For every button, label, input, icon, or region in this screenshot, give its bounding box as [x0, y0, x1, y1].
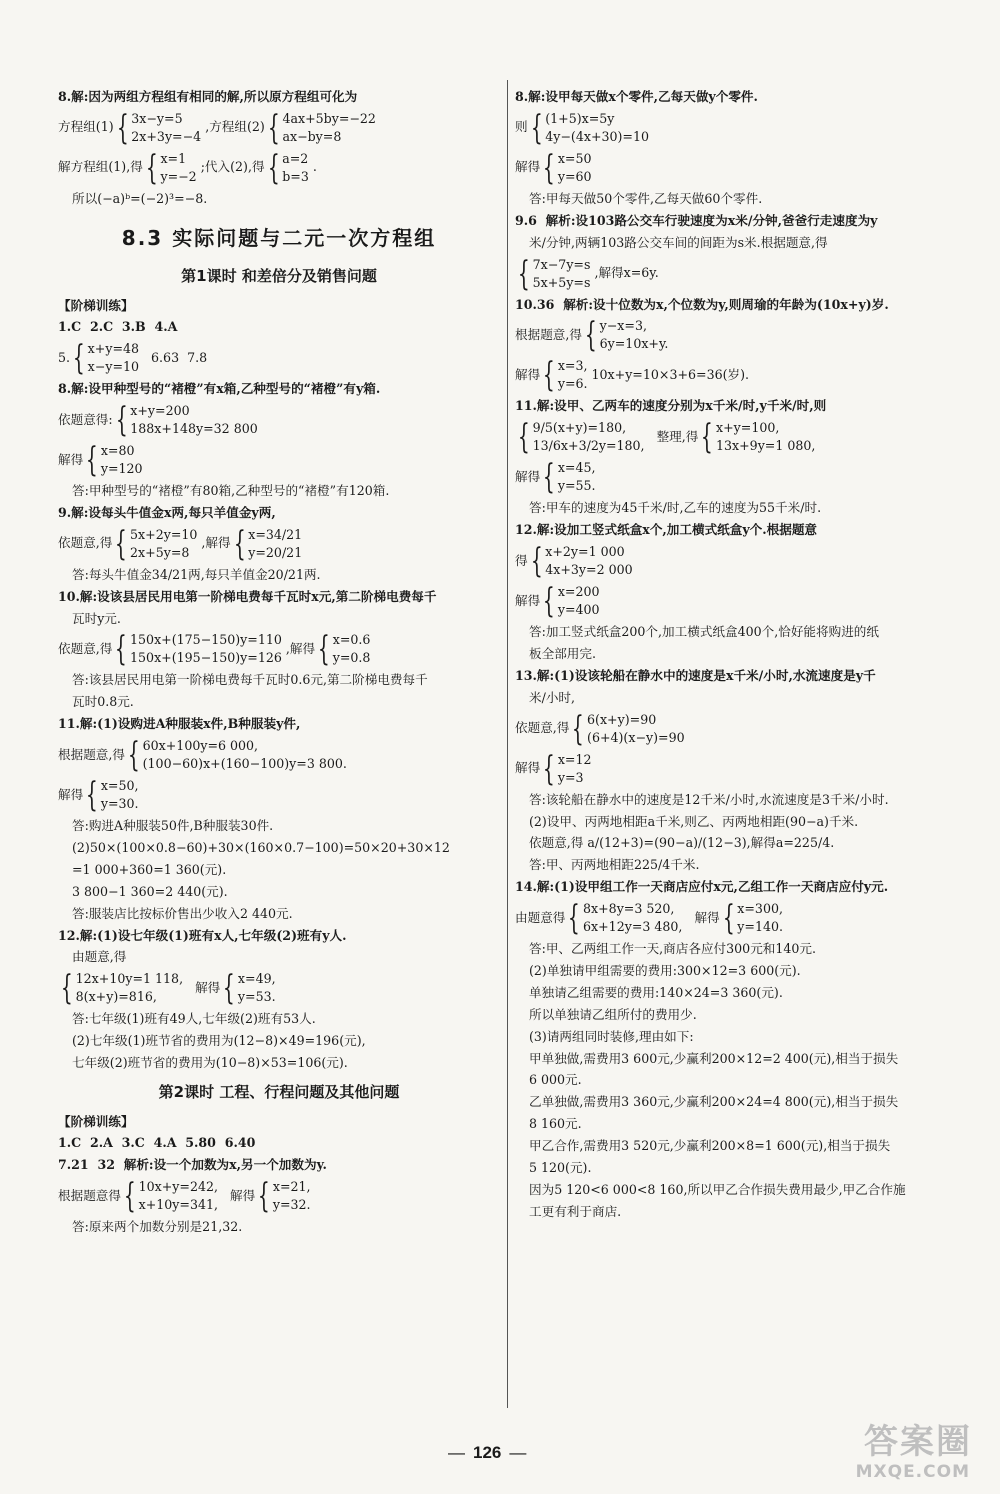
q8-answer: 答:甲每天做50个零件,乙每天做60个零件.: [529, 190, 763, 206]
equation-system: { 9/5(x+y)=180, 13/6x+3/2y=180, 整理,得 { x+y=100, 13x+9y=1 080,: [517, 417, 816, 458]
brace-icon: {: [568, 898, 581, 939]
q11-text: 11.解:设甲、乙两车的速度分别为x千米/时,y千米/时,则: [515, 398, 827, 414]
q7-text: 7.21 32 解析:设一个加数为x,另一个加数为y.: [58, 1157, 327, 1173]
brace-icon: {: [517, 417, 530, 458]
q10-answer: 答:该县居民用电第一阶梯电费每千瓦时0.6元,第二阶梯电费每千: [72, 672, 428, 688]
brace-icon: {: [543, 748, 555, 789]
equation-system: 解得 { x=80 y=120: [58, 439, 143, 480]
training-tag: 【阶梯训练】: [58, 298, 134, 314]
q7-answer: 答:原来两个加数分别是21,32.: [72, 1219, 243, 1235]
answers-row: 1.C 2.A 3.C 4.A 5.80 6.40: [58, 1135, 256, 1151]
q13-part2: (2)设甲、丙两地相距a千米,则乙、丙两地相距(90−a)千米.: [529, 813, 859, 829]
brace-icon: {: [60, 968, 73, 1009]
brace-icon: {: [572, 708, 585, 749]
q14-line: 因为5 120<6 000<8 160,所以甲乙合作损失费用最少,甲乙合作施: [529, 1181, 906, 1197]
q9-answer: 答:每头牛值金34/21两,每只羊值金20/21两.: [72, 566, 321, 582]
equation-system: 依题意得: { x+y=200 188x+148y=32 800: [58, 399, 258, 440]
q14-line: 工更有利于商店.: [529, 1203, 622, 1219]
q12-answer-2: 板全部用完.: [529, 646, 596, 662]
q8-text: 8.解:设甲种型号的“褚橙”有x箱,乙种型号的“褚橙”有y箱.: [58, 381, 381, 397]
brace-icon: {: [543, 457, 555, 498]
equation-system: 依题意,得 { 6(x+y)=90 (6+4)(x−y)=90: [515, 708, 685, 749]
q13-text: 13.解:(1)设该轮船在静水中的速度是x千米/小时,水流速度是y千: [515, 667, 876, 683]
q13-answer: 答:该轮船在静水中的速度是12千米/小时,水流速度是3千米/小时.: [529, 791, 889, 807]
brace-icon: {: [530, 541, 543, 582]
q14-line: 单独请乙组需要的费用:140×24=3 360(元).: [529, 984, 783, 1000]
q11-text: 11.解:(1)设购进A种服装x件,B种服装y件,: [58, 716, 301, 732]
q8-text: 8.解:设甲每天做x个零件,乙每天做y个零件.: [515, 89, 758, 104]
q12-answer: 答:七年级(1)班有49人,七年级(2)班有53人.: [72, 1011, 316, 1027]
brace-icon: {: [543, 355, 555, 396]
watermark-logo: [837, 1414, 972, 1482]
q8-conclusion: 所以(−a)ᵇ=(−2)³=−8.: [72, 190, 208, 206]
q14-line: 所以单独请乙组所付的费用少.: [529, 1006, 697, 1022]
equation-system: 由题意得 { 8x+8y=3 520, 6x+12y=3 480, 解得 { x=300, y=140.: [515, 898, 783, 939]
equation-system: 解得 { x=50 y=60: [515, 147, 592, 188]
equation-system: 解得 { x=200 y=400: [515, 581, 600, 622]
brace-icon: {: [543, 581, 555, 622]
q12-answer: 答:加工竖式纸盒200个,加工横式纸盒400个,恰好能将购进的纸: [529, 624, 879, 640]
training-tag: 【阶梯训练】: [58, 1114, 134, 1130]
q14-line: 甲单独做,需费用3 600元,少赢利200×12=2 400(元),相当于损失: [529, 1050, 899, 1066]
q12-calc: (2)七年级(1)班节省的费用为(12−8)×49=196(元),: [72, 1033, 366, 1049]
q10-text: 10.解:设该县居民用电第一阶梯电费每千瓦时x元,第二阶梯电费每千: [58, 588, 437, 604]
equation-system: 依题意,得 { 150x+(175−150)y=110 150x+(195−150)y=126 ,解得 { x=0.6 y=0.8: [58, 629, 371, 670]
equation-system: 方程组(1) { 3x−y=5 2x+3y=−4 ,方程组(2) { 4ax+5by=−22 ax−by=8: [58, 107, 376, 148]
q8-answer: 答:甲种型号的“褚橙”有80箱,乙种型号的“褚橙”有120箱.: [72, 482, 390, 498]
equation-system: 解得 { x=12 y=3: [515, 748, 592, 789]
q9-text-2: 米/分钟,两辆103路公交车间的间距为s米.根据题意,得: [529, 234, 828, 250]
brace-icon: {: [267, 147, 280, 188]
brace-icon: {: [127, 735, 140, 776]
brace-icon: {: [123, 1176, 136, 1217]
dash: —: [509, 1443, 527, 1462]
equation-system: 解得 { x=45, y=55.: [515, 457, 596, 498]
q13-text-2: 米/小时,: [529, 689, 576, 705]
brace-icon: {: [72, 338, 85, 379]
section-title: 8.3 实际问题与二元一次方程组: [121, 225, 437, 250]
brace-icon: {: [115, 399, 128, 440]
q14-line: (2)单独请甲组需要的费用:300×12=3 600(元).: [529, 963, 801, 979]
q10-text-2: 瓦时y元.: [72, 610, 121, 626]
answers-row: 1.C 2.C 3.B 4.A: [58, 319, 178, 335]
equation-system: 依题意,得 { 5x+2y=10 2x+5y=8 ,解得 { x=34/21 y=20/21: [58, 523, 303, 564]
brace-icon: {: [86, 439, 98, 480]
q11-calc: 3 800−1 360=2 440(元).: [72, 883, 228, 899]
brace-icon: {: [267, 107, 280, 148]
equation-system: 根据题意,得 { y−x=3, 6y=10x+y.: [515, 315, 669, 356]
watermark-site: MXQE.COM: [855, 1462, 970, 1482]
equation-system: 解方程组(1),得 { x=1 y=−2 ;代入(2),得 { a=2 b=3 .: [58, 147, 317, 188]
brace-icon: {: [258, 1176, 270, 1217]
q9-text: 9.6 解析:设103路公交车行驶速度为x米/分钟,爸爸行走速度为y: [515, 212, 878, 228]
brace-icon: {: [317, 629, 330, 670]
brace-icon: {: [584, 315, 597, 356]
brace-icon: {: [722, 898, 735, 939]
q14-line: (3)请两组同时装修,理由如下:: [529, 1028, 694, 1044]
q14-line: 8 160元.: [529, 1116, 582, 1132]
q11-calc: =1 000+360=1 360(元).: [72, 861, 227, 877]
equation-system: 解得 { x=50, y=30.: [58, 775, 139, 816]
equation-system: 根据题意,得 { 60x+100y=6 000, (100−60)x+(160−100)y=3 800.: [58, 735, 347, 776]
brace-icon: {: [145, 147, 158, 188]
lesson-title: 第2课时 工程、行程问题及其他问题: [158, 1082, 400, 1101]
brace-icon: {: [223, 968, 236, 1009]
q14-line: 乙单独做,需费用3 360元,少赢利200×24=4 800(元),相当于损失: [529, 1094, 899, 1110]
left-column: [58, 88, 500, 1240]
q11-calc: (2)50×(100×0.8−60)+30×(160×0.7−100)=50×20+30×12: [72, 839, 450, 855]
q14-line: 6 000元.: [529, 1072, 582, 1088]
q13-part2: 依题意,得 a/(12+3)=(90−a)/(12−3),解得a=225/4.: [529, 835, 835, 851]
brace-icon: {: [115, 629, 128, 670]
q14-line: 甲乙合作,需费用3 520元,少赢利200×8=1 600(元),相当于损失: [529, 1138, 891, 1154]
brace-icon: {: [115, 523, 128, 564]
equation-system: { 7x−7y=s 5x+5y=s ,解得x=6y.: [517, 253, 659, 294]
q11-answer: 答:甲车的速度为45千米/时,乙车的速度为55千米/时.: [529, 500, 822, 516]
watermark-text: 答案圈: [864, 1422, 972, 1462]
brace-icon: {: [701, 417, 714, 458]
q10-answer-2: 瓦时0.8元.: [72, 694, 134, 710]
q14-text: 14.解:(1)设甲组工作一天商店应付x元,乙组工作一天商店应付y元.: [515, 879, 889, 895]
equation-system: 根据题意得 { 10x+y=242, x+10y=341, 解得 { x=21, y=32.: [58, 1176, 311, 1217]
q14-line: 5 120(元).: [529, 1160, 592, 1176]
brace-icon: {: [530, 107, 543, 148]
equation-system: 得 { x+2y=1 000 4x+3y=2 000: [515, 541, 633, 582]
equation-system: 则 { (1+5)x=5y 4y−(4x+30)=10: [515, 107, 650, 148]
column-divider: [507, 80, 508, 1408]
q11-answer: 答:服装店比按标价售出少收入2 440元.: [72, 905, 293, 921]
brace-icon: {: [543, 147, 555, 188]
equation-system: 5. { x+y=48 x−y=10 6.63 7.8: [58, 338, 208, 379]
brace-icon: {: [233, 523, 246, 564]
q14-answer: 答:甲、乙两组工作一天,商店各应付300元和140元.: [529, 941, 817, 957]
q12-text: 12.解:(1)设七年级(1)班有x人,七年级(2)班有y人.: [58, 927, 347, 943]
q8-intro: 8.解:因为两组方程组有相同的解,所以原方程组可化为: [58, 89, 358, 104]
q12-text-2: 由题意,得: [72, 949, 127, 965]
dash: —: [448, 1443, 465, 1462]
q12-calc: 七年级(2)班节省的费用为(10−8)×53=106(元).: [72, 1055, 348, 1071]
right-column: [515, 88, 970, 1225]
brace-icon: {: [517, 253, 530, 294]
lesson-title: 第1课时 和差倍分及销售问题: [181, 266, 377, 285]
equation-system: { 12x+10y=1 118, 8(x+y)=816, 解得 { x=49, y=53.: [60, 968, 276, 1009]
q11-answer: 答:购进A种服装50件,B种服装30件.: [72, 818, 274, 834]
q10-text: 10.36 解析:设十位数为x,个位数为y,则周瑜的年龄为(10x+y)岁.: [515, 296, 889, 312]
q13-answer: 答:甲、丙两地相距225/4千米.: [529, 857, 700, 873]
q9-text: 9.解:设每头牛值金x两,每只羊值金y两,: [58, 504, 276, 520]
q12-text: 12.解:设加工竖式纸盒x个,加工横式纸盒y个.根据题意: [515, 522, 818, 538]
page-number: — 126 —: [448, 1443, 527, 1462]
brace-icon: {: [86, 775, 98, 816]
brace-icon: {: [116, 107, 129, 148]
equation-system: 解得 { x=3, y=6. 10x+y=10×3+6=36(岁).: [515, 355, 750, 396]
